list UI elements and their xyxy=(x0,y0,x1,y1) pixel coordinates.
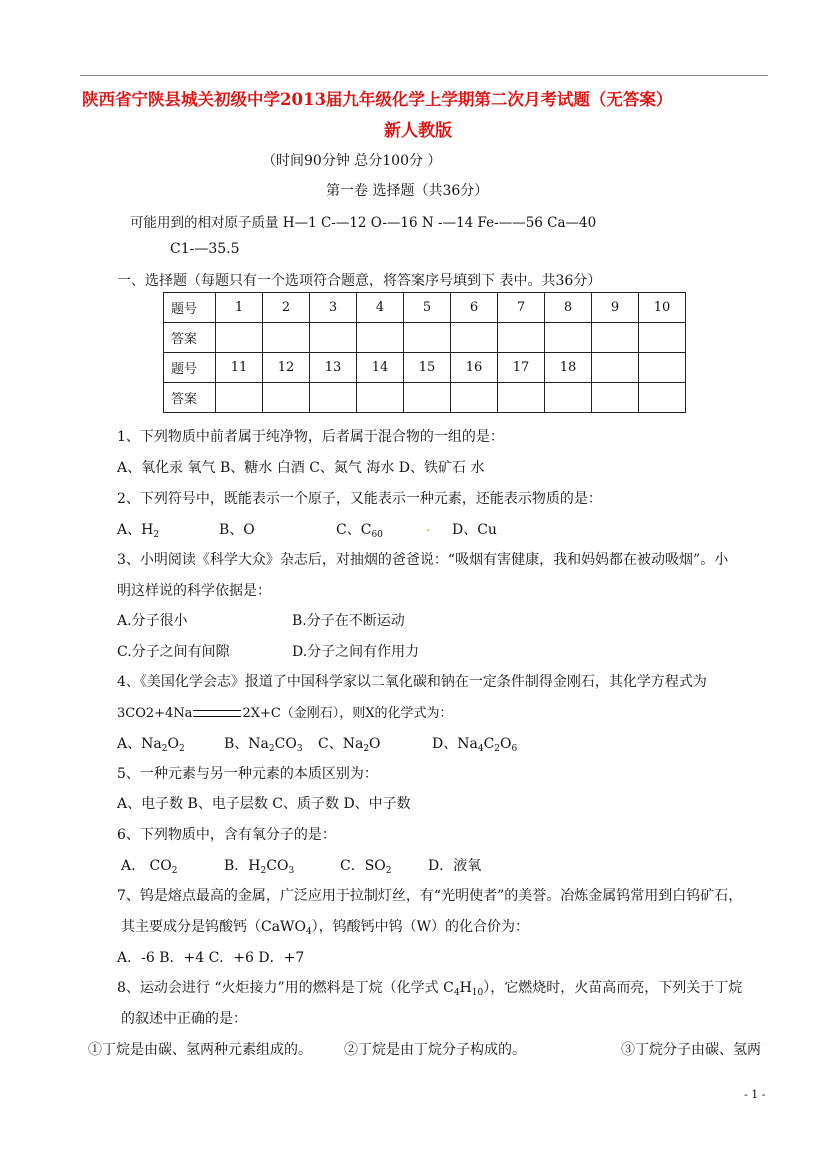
subscript: 2 xyxy=(161,744,168,754)
q4-option-c xyxy=(318,733,381,754)
question-number-cell: 18 xyxy=(545,353,592,383)
q4-equation xyxy=(117,702,453,721)
answer-cell[interactable] xyxy=(639,323,686,353)
q5-stem: 5、一种元素与另一种元素的本质区别为： xyxy=(117,766,378,782)
question-number-cell: 12 xyxy=(263,353,310,383)
question-number-cell xyxy=(592,353,639,383)
subscript: 2 xyxy=(363,744,370,754)
q8-item-2: ②丁烷是由丁烷分子构成的。 xyxy=(344,1042,526,1058)
question-number-cell: 9 xyxy=(592,293,639,323)
subscript: 2 xyxy=(494,744,501,754)
q2-option-b: B、O xyxy=(219,522,255,538)
subscript: 6 xyxy=(511,744,518,754)
formula-part: O xyxy=(369,736,381,752)
question-number-cell xyxy=(639,353,686,383)
row-label-answer: 答案 xyxy=(164,383,216,413)
answer-cell[interactable] xyxy=(545,383,592,413)
part1-instruction: 一、选择题（每题只有一个选项符合题意，将答案序号填到下 表中。共36分） xyxy=(117,273,602,289)
formula-part: O xyxy=(500,736,512,752)
answer-cell[interactable] xyxy=(639,383,686,413)
formula-part: CO xyxy=(274,736,297,752)
table-row xyxy=(164,293,686,323)
header-rule xyxy=(80,75,768,76)
q2-option-a xyxy=(117,519,159,540)
formula-part: CO xyxy=(266,858,289,874)
answer-cell[interactable] xyxy=(404,383,451,413)
subscript: 60 xyxy=(371,530,383,540)
q3-option-d: D.分子之间有作用力 xyxy=(292,644,420,660)
q4-option-d xyxy=(432,733,517,754)
q8-item-1: ①丁烷是由碳、氢两种元素组成的。 xyxy=(88,1042,312,1058)
answer-cell[interactable] xyxy=(216,323,263,353)
answer-cell[interactable] xyxy=(451,383,498,413)
subscript: 3 xyxy=(296,744,303,754)
q7-stem-line1: 7、钨是熔点最高的金属，广泛应用于拉制灯丝，有“光明使者”的美誉。冶炼金属钨常用到白钨矿石， xyxy=(117,888,743,904)
q4-option-b-text: B、Na xyxy=(224,736,269,752)
answer-cell[interactable] xyxy=(357,383,404,413)
q4-option-a-text: A、Na xyxy=(117,736,162,752)
page-number: - 1 - xyxy=(744,1088,766,1101)
answer-cell[interactable] xyxy=(404,323,451,353)
row-label-number: 题号 xyxy=(164,353,216,383)
q2-stem: 2、下列符号中，既能表示一个原子，又能表示一种元素，还能表示物质的是： xyxy=(117,491,602,507)
table-row xyxy=(164,323,686,353)
equation-arrow xyxy=(193,710,241,717)
question-number-cell: 1 xyxy=(216,293,263,323)
q2-option-c xyxy=(336,519,383,540)
subscript: 2 xyxy=(171,866,178,876)
answer-cell[interactable] xyxy=(545,323,592,353)
subscript: 4 xyxy=(305,927,312,937)
answer-cell[interactable] xyxy=(498,383,545,413)
q3-option-b: B.分子在不断运动 xyxy=(292,613,405,629)
q4-option-b xyxy=(224,733,303,754)
q3-stem-line2: 明这样说的科学依据是： xyxy=(117,583,271,599)
answer-cell[interactable] xyxy=(310,323,357,353)
subscript: 4 xyxy=(453,988,460,998)
subscript: 2 xyxy=(153,530,160,540)
q6-option-b xyxy=(224,855,294,876)
q1-options: A、氧化汞 氧气 B、糖水 白酒 C、氮气 海水 D、铁矿石 水 xyxy=(117,460,485,476)
subscript: 10 xyxy=(471,988,484,998)
question-number-cell: 13 xyxy=(310,353,357,383)
q7-stem-part: ），钨酸钙中钨（W）的化合价为： xyxy=(311,919,530,935)
question-number-cell: 4 xyxy=(357,293,404,323)
q3-stem-line1: 3、小明阅读《科学大众》杂志后，对抽烟的爸爸说：“吸烟有害健康，我和妈妈都在被动吸烟”。小 xyxy=(117,552,729,568)
question-number-cell: 17 xyxy=(498,353,545,383)
answer-cell[interactable] xyxy=(592,323,639,353)
subscript: 2 xyxy=(268,744,275,754)
question-number-cell: 6 xyxy=(451,293,498,323)
q8-stem-line2: 的叙述中正确的是： xyxy=(121,1011,247,1027)
subscript: 2 xyxy=(260,866,267,876)
q6-option-c-text: C．SO xyxy=(340,858,386,874)
q6-option-a xyxy=(121,855,177,876)
question-number-cell: 14 xyxy=(357,353,404,383)
answer-cell[interactable] xyxy=(310,383,357,413)
q4-option-d-text: D、Na xyxy=(432,736,478,752)
subscript: 2 xyxy=(385,866,392,876)
question-number-cell: 8 xyxy=(545,293,592,323)
formula-part: O xyxy=(167,736,179,752)
q1-stem: 1、下列物质中前者属于纯净物，后者属于混合物的一组的是： xyxy=(117,429,504,445)
q2-option-a-text: A、H xyxy=(117,522,154,538)
q8-stem-line1 xyxy=(117,977,742,998)
atomic-masses-line2: C1-—35.5 xyxy=(170,241,240,257)
q4-stem-line1: 4、《美国化学会志》报道了中国科学家以二氧化碳和钠在一定条件制得金刚石，其化学方程式为 xyxy=(117,674,707,690)
q4-option-c-text: C、Na xyxy=(318,736,364,752)
formula-part: H xyxy=(459,980,472,996)
answer-cell[interactable] xyxy=(498,323,545,353)
q6-option-b-text: B．H xyxy=(224,858,261,874)
q8-stem-part: 8、运动会进行 “火炬接力”用的燃料是丁烷（化学式 C xyxy=(117,980,454,996)
question-number-cell: 3 xyxy=(310,293,357,323)
question-number-cell: 7 xyxy=(498,293,545,323)
q4-option-a xyxy=(117,733,185,754)
formula-part: C xyxy=(483,736,495,752)
question-number-cell: 10 xyxy=(639,293,686,323)
answer-cell[interactable] xyxy=(263,323,310,353)
question-number-cell: 5 xyxy=(404,293,451,323)
answer-cell[interactable] xyxy=(451,323,498,353)
equation-reactants: 3CO2+4Na xyxy=(117,706,193,721)
question-number-cell: 15 xyxy=(404,353,451,383)
equation-products: 2X+C（金刚石），则X的化学式为： xyxy=(242,706,453,721)
answer-cell[interactable] xyxy=(592,383,639,413)
q7-stem-line2 xyxy=(121,916,529,937)
q6-stem: 6、下列物质中，含有氧分子的是： xyxy=(117,827,336,843)
answer-cell[interactable] xyxy=(357,323,404,353)
q6-option-c xyxy=(340,855,392,876)
document-subtitle: 新人教版 xyxy=(384,121,452,141)
q7-options: A．-6 B．+4 C．+6 D．+7 xyxy=(117,950,305,966)
q2-option-c-text: C、C xyxy=(336,522,372,538)
answer-table xyxy=(163,292,686,413)
question-number-cell: 11 xyxy=(216,353,263,383)
q3-option-c: C.分子之间有间隙 xyxy=(117,644,230,660)
stray-dot: . xyxy=(426,519,431,535)
row-label-answer: 答案 xyxy=(164,323,216,353)
exam-time-info: （时间90分钟 总分100分 ） xyxy=(262,153,442,169)
question-number-cell: 16 xyxy=(451,353,498,383)
table-row xyxy=(164,353,686,383)
subscript: 2 xyxy=(178,744,185,754)
q7-stem-part: 其主要成分是钨酸钙（CaWO xyxy=(121,919,306,935)
question-number-cell: 2 xyxy=(263,293,310,323)
q8-item-3: ③丁烷分子由碳、氢两 xyxy=(621,1042,761,1058)
table-row xyxy=(164,383,686,413)
q6-option-d: D．液氧 xyxy=(428,858,482,874)
row-label-number: 题号 xyxy=(164,293,216,323)
answer-cell[interactable] xyxy=(216,383,263,413)
q5-options: A、电子数 B、电子层数 C、质子数 D、中子数 xyxy=(117,796,411,812)
section-heading: 第一卷 选择题（共36分） xyxy=(326,183,489,199)
q8-stem-part: ），它燃烧时，火苗高而亮，下列关于丁烷 xyxy=(483,980,743,996)
document-title: 陕西省宁陕县城关初级中学2013届九年级化学上学期第二次月考试题（无答案） xyxy=(82,90,673,109)
subscript: 4 xyxy=(477,744,484,754)
q6-option-a-text: A． CO xyxy=(121,858,172,874)
q2-option-d: D、Cu xyxy=(452,522,497,538)
q3-option-a: A.分子很小 xyxy=(117,613,188,629)
answer-cell[interactable] xyxy=(263,383,310,413)
subscript: 3 xyxy=(288,866,295,876)
atomic-masses-line1: 可能用到的相对原子质量 H—1 C-—12 O-—16 N -—14 Fe-——56 Ca—40 xyxy=(130,215,597,231)
